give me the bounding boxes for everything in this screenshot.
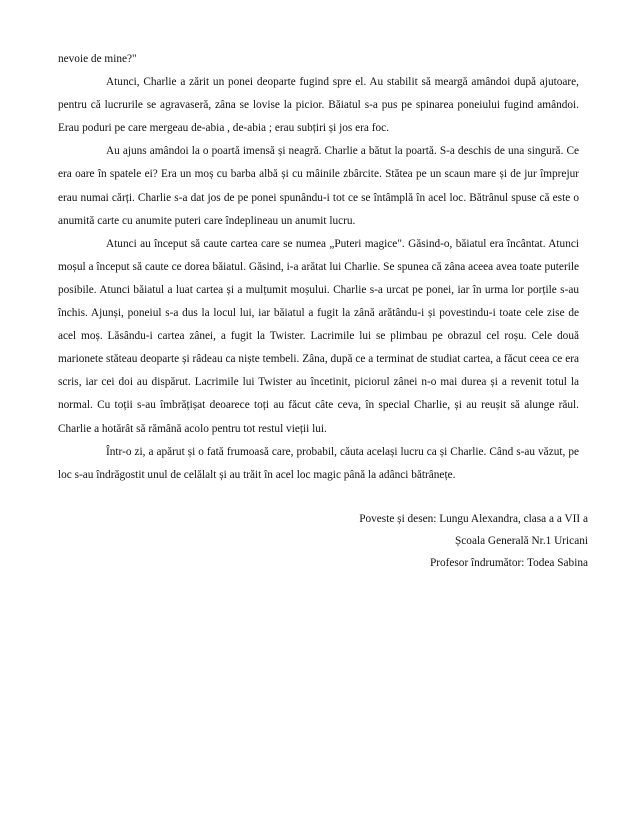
credits-block xyxy=(268,508,588,574)
story-paragraph: Atunci au început să caute cartea care se numea „Puteri magice". Găsind-o, băiatul era încântat. Atunci moșul a început să caute ce dorea băiatul. Găsind, i-a arătat lui Charlie. Se spunea că zâna aceea avea toate puterile posibile. Atunci băiatul a luat cartea și a mulțumit moșului. Charlie s-a urcat pe ponei, iar în urma lor porțile s-au închis. Ajunși, poneiul s-a dus la locul lui, iar băiatul a fugit la zână arătându-i și povestindu-i toate cele zise de acel moș. Lăsându-i cartea zânei, a fugit la Twister. Lacrimile lui se plimbau pe obrazul cel roșu. Cele două marionete stăteau deoparte și râdeau ca niște tembeli. Zâna, după ce a terminat de studiat cartea, a făcut ceea ce era scris, iar cei doi au dispărut. Lacrimile lui Twister au încetinit, piciorul zânei n-o mai durea și a revenit totul la normal. Cu toții s-au îmbrățișat deoarece toți au făcut câte ceva, în special Charlie, și au reușit să alunge răul. Charlie a hotărât să rămână acolo pentru tot restul vieții lui. xyxy=(58,237,579,435)
school-credit: Școala Generală Nr.1 Uricani xyxy=(455,535,588,547)
teacher-credit: Profesor îndrumător: Todea Sabina xyxy=(429,557,588,569)
story-paragraph: Atunci, Charlie a zărit un ponei deoparte fugind spre el. Au stabilit să meargă amândoi după ajutoare, pentru că lucrurile se agravaseră, zâna se lovise la picior. Băiatul s-a pus pe spinarea poneiului fugind amândoi. Erau poduri pe care mergeau de-abia , de-abia ; erau subțiri și jos era foc. xyxy=(58,76,579,135)
story-paragraph: Într-o zi, a apărut și o fată frumoasă care, probabil, căuta același lucru ca și Charlie. Când s-au văzut, pe loc s-au îndrăgostit unul de celălalt și au trăit în acel loc magic până la adânci bătrânețe. xyxy=(58,445,579,481)
story-text xyxy=(58,48,579,487)
story-paragraph: Au ajuns amândoi la o poartă imensă și neagră. Charlie a bătut la poartă. S-a deschis de una singură. Ce era oare în spatele ei? Era un moș cu barba albă și cu mâinile zbârcite. Stătea pe un scaun mare și de jur împrejur erau numai cărți. Charlie s-a dat jos de pe ponei spunându-i tot ce se întâmplă în acel loc. Bătrânul spuse că este o anumită carte cu anumite puteri care îndeplineau un anumit lucru. xyxy=(58,145,579,227)
story-paragraph: nevoie de mine?" xyxy=(58,53,137,65)
author-credit: Poveste și desen: Lungu Alexandra, clasa a a VII a xyxy=(359,513,588,525)
